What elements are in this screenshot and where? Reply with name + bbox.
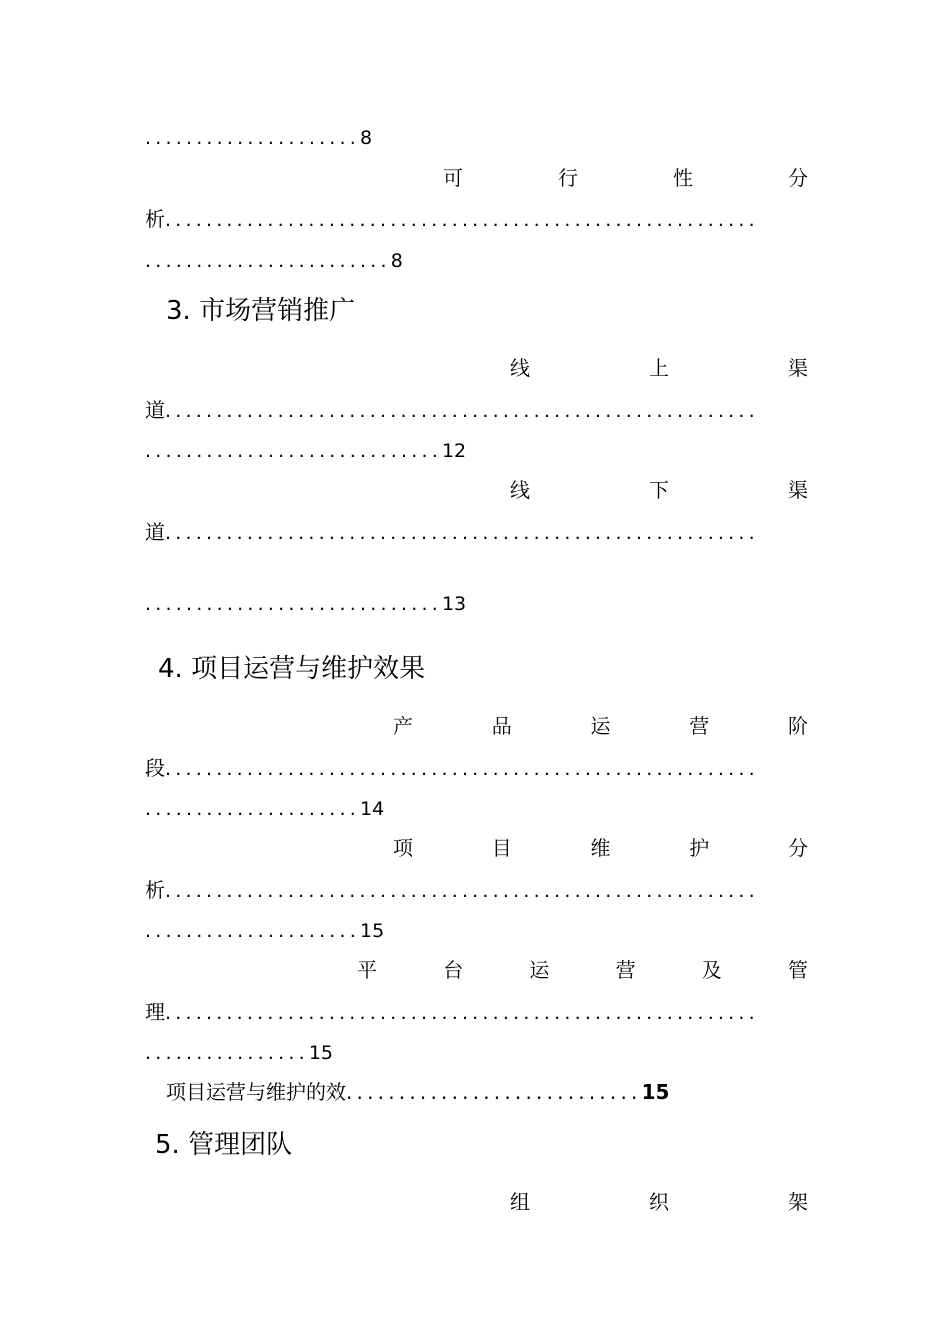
title-char: 线 <box>510 478 530 502</box>
toc-entry-feasibility-dots <box>145 207 759 232</box>
toc-entry-continuation <box>145 126 372 150</box>
leader-dots: .......................................................... <box>165 522 759 544</box>
page-number: 15 <box>360 920 385 942</box>
toc-entry-org-title[interactable] <box>510 1190 808 1214</box>
title-char: 渠 <box>788 478 808 502</box>
title-char: 项 <box>393 836 413 860</box>
title-char: 线 <box>510 356 530 380</box>
toc-entry-platform-dots <box>145 1000 759 1025</box>
title-char: 可 <box>443 166 463 190</box>
title-char: 阶 <box>788 714 808 738</box>
toc-entry-product-ops-page <box>145 797 384 821</box>
title-char: 道 <box>145 520 165 544</box>
toc-entry-online-title[interactable] <box>510 356 808 380</box>
title-char: 品 <box>491 714 512 738</box>
toc-entry-effect[interactable] <box>166 1080 669 1104</box>
toc-entry-maintenance-page <box>145 919 384 943</box>
toc-entry-platform-title[interactable] <box>357 958 808 982</box>
leader-dots: .......................................................... <box>165 758 759 780</box>
title-char: 性 <box>673 166 693 190</box>
leader-dots: ............................. <box>145 593 442 615</box>
leader-dots: ........................ <box>145 250 391 272</box>
page-number: 14 <box>360 798 385 820</box>
title-char: 管 <box>787 958 808 982</box>
title-char: 架 <box>788 1190 808 1214</box>
leader-dots: ..................... <box>145 798 361 820</box>
title-char: 道 <box>145 398 165 422</box>
leader-dots: .......................................................... <box>165 880 759 902</box>
title-char: 目 <box>491 836 512 860</box>
title-char: 平 <box>357 958 377 982</box>
page-number: 8 <box>390 250 403 272</box>
title-char: 运 <box>590 714 611 738</box>
page-number: 15 <box>641 1080 670 1104</box>
title-char: 营 <box>615 958 636 982</box>
leader-dots: ............................ <box>346 1080 642 1104</box>
leader-dots: ............................. <box>145 440 442 462</box>
section-heading-3[interactable]: 3. 市场营销推广 <box>166 296 356 326</box>
title-char: 维 <box>590 836 611 860</box>
toc-entry-maintenance-dots <box>145 878 759 903</box>
title-char: 上 <box>649 356 669 380</box>
title-char: 护 <box>689 836 710 860</box>
leader-dots: ..................... <box>145 127 361 149</box>
title-char: 下 <box>649 478 669 502</box>
section-heading-4[interactable]: 4. 项目运营与维护效果 <box>158 654 426 684</box>
title-char: 分 <box>788 836 808 860</box>
leader-dots: .......................................................... <box>165 1002 759 1024</box>
section-heading-5[interactable]: 5. 管理团队 <box>155 1130 293 1160</box>
leader-dots: ................ <box>145 1042 309 1064</box>
toc-entry-online-page <box>145 439 466 463</box>
page-number: 15 <box>308 1042 334 1064</box>
page-number: 13 <box>441 593 467 615</box>
title-char: 渠 <box>788 356 808 380</box>
entry-label: 项目运营与维护的效 <box>166 1080 346 1104</box>
page-number: 12 <box>441 440 467 462</box>
title-char: 行 <box>558 166 578 190</box>
title-char: 产 <box>393 714 413 738</box>
title-char: 段 <box>145 756 165 780</box>
toc-entry-feasibility-page <box>145 249 403 273</box>
toc-entry-platform-page <box>145 1041 333 1065</box>
title-char: 组 <box>510 1190 530 1214</box>
page-number: 8 <box>360 127 373 149</box>
toc-entry-feasibility-title[interactable] <box>443 166 808 190</box>
leader-dots: .......................................................... <box>165 400 759 422</box>
title-char: 析 <box>145 207 165 231</box>
title-char: 织 <box>649 1190 669 1214</box>
toc-entry-offline-title[interactable] <box>510 478 808 502</box>
toc-entry-offline-dots <box>145 520 759 545</box>
title-char: 分 <box>788 166 808 190</box>
title-char: 及 <box>701 958 722 982</box>
leader-dots: .......................................................... <box>165 209 759 231</box>
title-char: 台 <box>443 958 464 982</box>
toc-entry-online-dots <box>145 398 759 423</box>
toc-entry-offline-page <box>145 592 466 616</box>
leader-dots: ..................... <box>145 920 361 942</box>
title-char: 运 <box>529 958 550 982</box>
toc-entry-maintenance-title[interactable] <box>393 836 808 860</box>
toc-entry-product-ops-title[interactable] <box>393 714 808 738</box>
title-char: 营 <box>689 714 710 738</box>
toc-entry-product-ops-dots <box>145 756 759 781</box>
title-char: 析 <box>145 878 165 902</box>
title-char: 理 <box>145 1000 165 1024</box>
